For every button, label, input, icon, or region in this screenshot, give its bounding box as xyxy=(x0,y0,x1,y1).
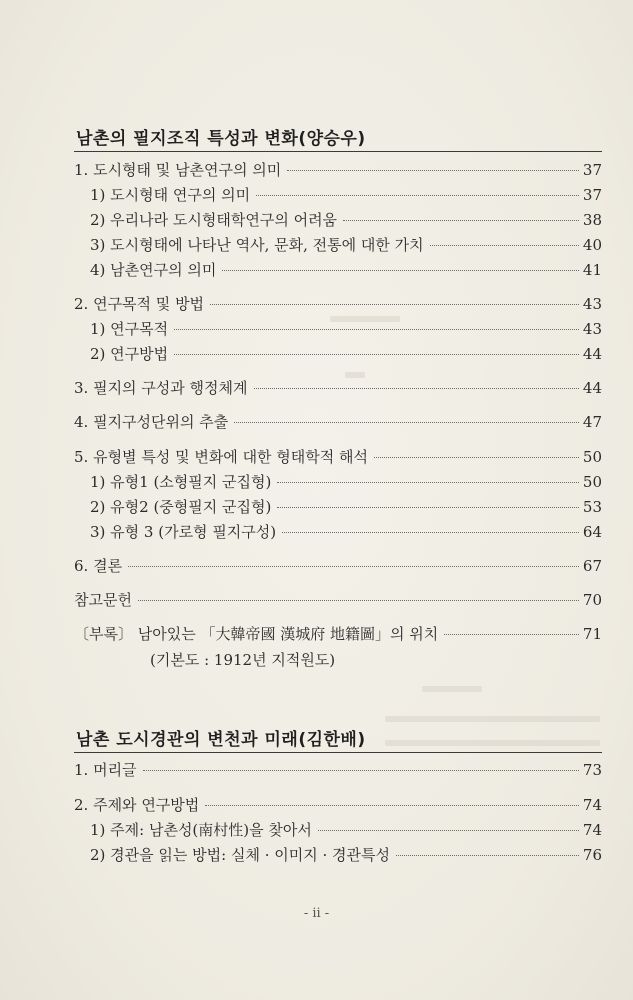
dot-leader xyxy=(205,805,579,806)
toc-entry[interactable] xyxy=(90,184,602,206)
toc-page-number: 41 xyxy=(582,261,602,279)
toc-page-number: 37 xyxy=(582,186,602,204)
toc-entry[interactable] xyxy=(74,794,602,816)
section-rule xyxy=(74,752,602,753)
toc-entry-label: 4. 필지구성단위의 추출 xyxy=(74,413,229,431)
toc-page-number: 44 xyxy=(582,379,602,397)
toc-page-number: 38 xyxy=(582,211,602,229)
toc-entry-label: 1) 유형1 (소형필지 군집형) xyxy=(90,473,272,491)
toc-entry-label: 4) 남촌연구의 의미 xyxy=(90,261,217,279)
dot-leader xyxy=(343,220,579,221)
show-through-mark xyxy=(385,716,600,722)
dot-leader xyxy=(277,507,579,508)
toc-entry[interactable] xyxy=(90,521,602,543)
toc-entry-label: 2) 연구방법 xyxy=(90,345,169,363)
toc-entry[interactable] xyxy=(74,446,602,468)
toc-entry-label: 〔부록〕 남아있는 「大韓帝國 漢城府 地籍圖」의 위치 xyxy=(74,625,439,643)
toc-entry[interactable] xyxy=(74,555,602,577)
toc-entry-continuation: (기본도 : 1912년 지적원도) xyxy=(150,651,336,669)
toc-entry-label: 3) 도시형태에 나타난 역사, 문화, 전통에 대한 가치 xyxy=(90,236,424,254)
section-rule xyxy=(74,151,602,152)
dot-leader xyxy=(282,532,579,533)
toc-entry[interactable] xyxy=(90,471,602,493)
toc-entry[interactable] xyxy=(90,318,602,340)
toc-page-number: 50 xyxy=(582,473,602,491)
toc-entry-label: 2. 연구목적 및 방법 xyxy=(74,295,205,313)
dot-leader xyxy=(234,422,579,423)
toc-page-number: 40 xyxy=(582,236,602,254)
toc-entry-label: 2) 유형2 (중형필지 군집형) xyxy=(90,498,272,516)
toc-entry[interactable] xyxy=(90,819,602,841)
toc-entry-label: 3) 유형 3 (가로형 필지구성) xyxy=(90,523,277,541)
toc-entry-label: 3. 필지의 구성과 행정체계 xyxy=(74,379,248,397)
toc-entry[interactable] xyxy=(74,759,602,781)
toc-page-number: 74 xyxy=(582,796,602,814)
show-through-mark xyxy=(385,740,600,746)
toc-entry[interactable] xyxy=(74,411,602,433)
toc-entry[interactable] xyxy=(74,623,602,645)
show-through-mark xyxy=(422,686,482,692)
page-footer-number: - ii - xyxy=(303,906,330,921)
toc-page-number: 43 xyxy=(582,295,602,313)
toc-page-number: 74 xyxy=(582,821,602,839)
dot-leader xyxy=(143,770,579,771)
toc-entry-label: 1) 주제: 남촌성(南村性)을 찾아서 xyxy=(90,821,312,839)
toc-entry-label: 6. 결론 xyxy=(74,557,123,575)
dot-leader xyxy=(287,170,579,171)
toc-entry-label: 2) 경관을 읽는 방법: 실체 · 이미지 · 경관특성 xyxy=(90,846,390,864)
toc-page-number: 71 xyxy=(582,625,602,643)
dot-leader xyxy=(138,600,579,601)
toc-page-number: 37 xyxy=(582,161,602,179)
dot-leader xyxy=(430,245,579,246)
toc-entry-label: 2) 우리나라 도시형태학연구의 어려움 xyxy=(90,211,338,229)
toc-entry[interactable] xyxy=(90,259,602,281)
section-title: 남촌의 필지조직 특성과 변화(양승우) xyxy=(76,129,366,149)
dot-leader xyxy=(396,855,579,856)
toc-entry-label: 1. 도시형태 및 남촌연구의 의미 xyxy=(74,161,282,179)
toc-entry[interactable] xyxy=(74,377,602,399)
dot-leader xyxy=(318,830,579,831)
toc-entry[interactable] xyxy=(90,844,602,866)
toc-page-number: 47 xyxy=(582,413,602,431)
toc-entry[interactable] xyxy=(74,159,602,181)
toc-entry-label: 1) 도시형태 연구의 의미 xyxy=(90,186,251,204)
toc-entry[interactable] xyxy=(90,343,602,365)
dot-leader xyxy=(374,457,579,458)
toc-entry-label: 1. 머리글 xyxy=(74,761,137,779)
toc-page-number: 43 xyxy=(582,320,602,338)
dot-leader xyxy=(256,195,579,196)
toc-page-number: 67 xyxy=(582,557,602,575)
dot-leader xyxy=(174,329,579,330)
dot-leader xyxy=(128,566,579,567)
toc-entry[interactable] xyxy=(90,234,602,256)
dot-leader xyxy=(444,634,579,635)
toc-entry-label: 1) 연구목적 xyxy=(90,320,169,338)
toc-entry[interactable] xyxy=(90,209,602,231)
toc-page-number: 64 xyxy=(582,523,602,541)
toc-page-number: 50 xyxy=(582,448,602,466)
dot-leader xyxy=(210,304,579,305)
dot-leader xyxy=(222,270,579,271)
dot-leader xyxy=(174,354,579,355)
toc-entry-label: 2. 주제와 연구방법 xyxy=(74,796,200,814)
toc-entry[interactable] xyxy=(90,496,602,518)
toc-entry-label: 참고문헌 xyxy=(74,591,132,609)
toc-page-number: 73 xyxy=(582,761,602,779)
toc-entry-label: 5. 유형별 특성 및 변화에 대한 형태학적 해석 xyxy=(74,448,369,466)
section-title: 남촌 도시경관의 변천과 미래(김한배) xyxy=(76,730,366,750)
toc-entry[interactable] xyxy=(74,293,602,315)
toc-page-number: 70 xyxy=(582,591,602,609)
toc-entry[interactable] xyxy=(74,589,602,611)
dot-leader xyxy=(254,388,579,389)
toc-page-number: 44 xyxy=(582,345,602,363)
toc-page-number: 76 xyxy=(582,846,602,864)
dot-leader xyxy=(277,482,579,483)
toc-page-number: 53 xyxy=(582,498,602,516)
